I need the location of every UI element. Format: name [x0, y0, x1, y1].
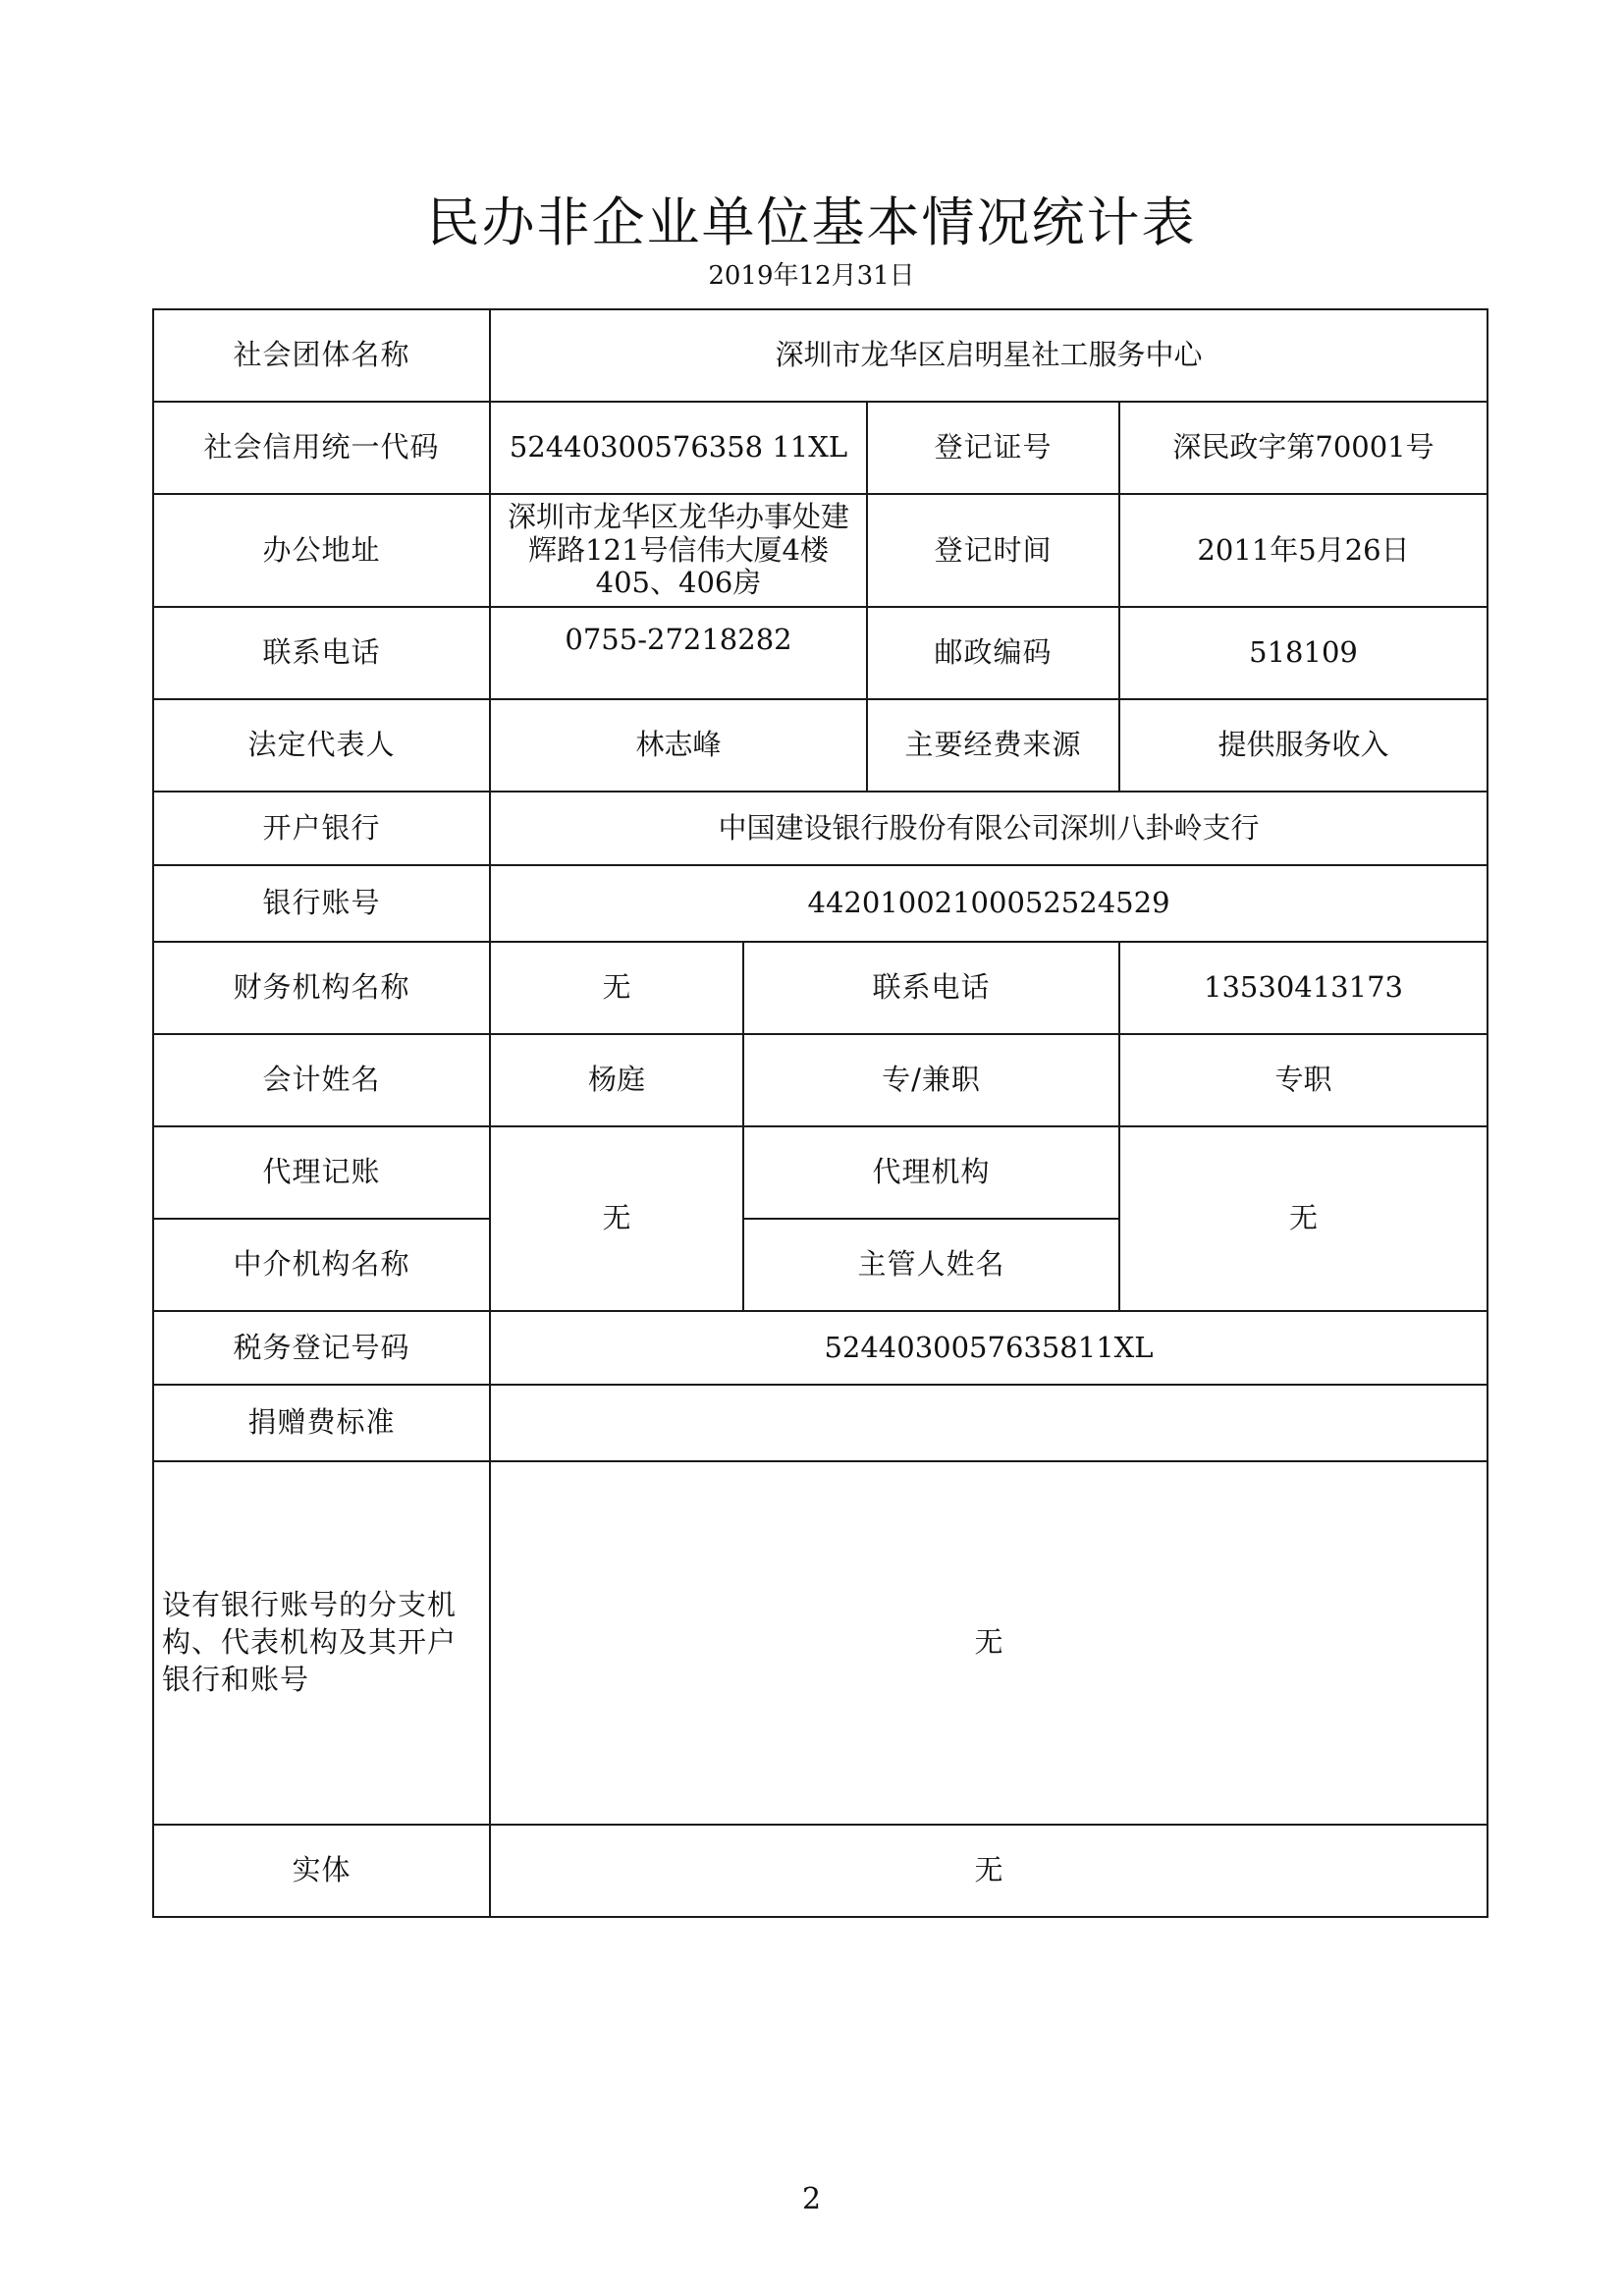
- table-row: [153, 1126, 1488, 1219]
- donation-label: 捐赠费标准: [153, 1385, 490, 1461]
- address-value: 深圳市龙华区龙华办事处建辉路121号信伟大厦4楼405、406房: [490, 494, 867, 607]
- phone-value: 0755-27218282: [490, 607, 867, 699]
- table-row: [153, 1311, 1488, 1385]
- page-title: 民办非企业单位基本情况统计表: [426, 191, 1197, 253]
- tax-value: 5244030057635811XL: [490, 1311, 1488, 1385]
- reg-cert-value: 深民政字第70001号: [1119, 402, 1488, 494]
- funding-value: 提供服务收入: [1119, 699, 1488, 792]
- reg-date-value: 2011年5月26日: [1119, 494, 1488, 607]
- table-row: [153, 1034, 1488, 1126]
- intermediary-label: 中介机构名称: [153, 1219, 490, 1311]
- finance-org-value: 无: [490, 942, 743, 1034]
- accountant-type-label: 专/兼职: [743, 1034, 1119, 1126]
- org-name-value: 深圳市龙华区启明星社工服务中心: [490, 309, 1488, 402]
- table-row: [153, 792, 1488, 865]
- accountant-label: 会计姓名: [153, 1034, 490, 1126]
- postcode-value: 518109: [1119, 607, 1488, 699]
- phone-label: 联系电话: [153, 607, 490, 699]
- branches-label: 设有银行账号的分支机构、代表机构及其开户银行和账号: [153, 1461, 490, 1825]
- branches-value: 无: [490, 1461, 1488, 1825]
- reg-cert-label: 登记证号: [867, 402, 1119, 494]
- table-row: [153, 607, 1488, 699]
- account-label: 银行账号: [153, 865, 490, 942]
- table-row: [153, 402, 1488, 494]
- accountant-type-value: 专职: [1119, 1034, 1488, 1126]
- manager-label: 主管人姓名: [743, 1219, 1119, 1311]
- bank-label: 开户银行: [153, 792, 490, 865]
- funding-label: 主要经费来源: [867, 699, 1119, 792]
- accountant-value: 杨庭: [490, 1034, 743, 1126]
- account-value: 44201002100052524529: [490, 865, 1488, 942]
- finance-phone-label: 联系电话: [743, 942, 1119, 1034]
- table-row: [153, 494, 1488, 607]
- credit-code-label: 社会信用统一代码: [153, 402, 490, 494]
- bank-value: 中国建设银行股份有限公司深圳八卦岭支行: [490, 792, 1488, 865]
- reg-date-label: 登记时间: [867, 494, 1119, 607]
- legal-rep-label: 法定代表人: [153, 699, 490, 792]
- agent-value-left: 无: [490, 1126, 743, 1311]
- donation-value: [490, 1385, 1488, 1461]
- bookkeeping-label: 代理记账: [153, 1126, 490, 1219]
- report-date: 2019年12月31日: [708, 261, 915, 291]
- credit-code-value: 52440300576358 11XL: [490, 402, 867, 494]
- info-table: [152, 308, 1488, 1918]
- finance-phone-value: 13530413173: [1119, 942, 1488, 1034]
- table-row: [153, 1385, 1488, 1461]
- entity-label: 实体: [153, 1825, 490, 1917]
- address-label: 办公地址: [153, 494, 490, 607]
- page-number: 2: [801, 2182, 822, 2216]
- table-row: [153, 942, 1488, 1034]
- legal-rep-value: 林志峰: [490, 699, 867, 792]
- entity-value: 无: [490, 1825, 1488, 1917]
- tax-label: 税务登记号码: [153, 1311, 490, 1385]
- table-row: [153, 1825, 1488, 1917]
- table-row: [153, 865, 1488, 942]
- agency-label: 代理机构: [743, 1126, 1119, 1219]
- table-row: [153, 309, 1488, 402]
- org-name-label: 社会团体名称: [153, 309, 490, 402]
- table-row: [153, 699, 1488, 792]
- postcode-label: 邮政编码: [867, 607, 1119, 699]
- table-row: [153, 1461, 1488, 1825]
- agent-value-right: 无: [1119, 1126, 1488, 1311]
- finance-org-label: 财务机构名称: [153, 942, 490, 1034]
